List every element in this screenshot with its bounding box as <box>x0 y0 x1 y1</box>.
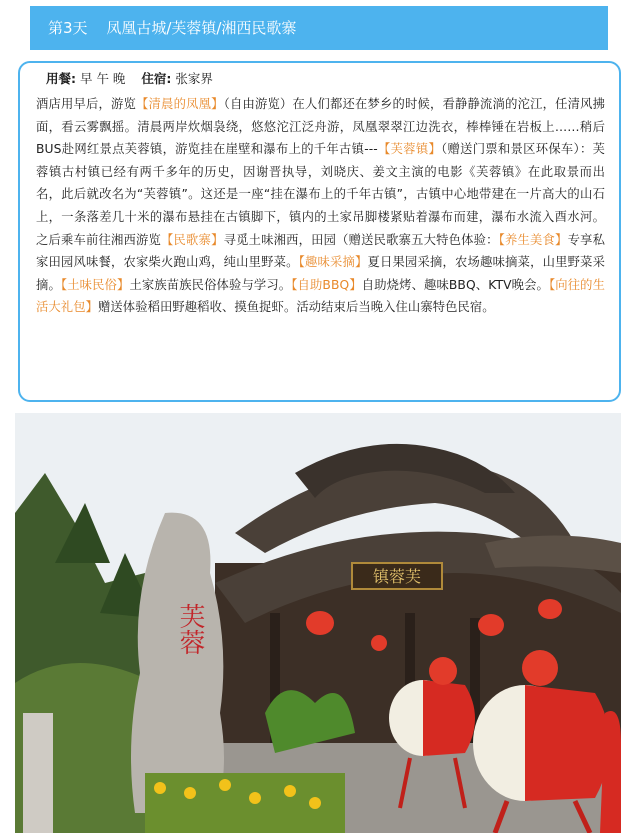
highlight-text: 【趣味采摘】 <box>298 255 368 270</box>
stay-value: 张家界 <box>175 71 213 86</box>
plaque-text: 镇蓉芙 <box>372 567 422 586</box>
itinerary-box <box>18 61 621 402</box>
itinerary-description <box>36 93 605 319</box>
body-text: 夏日果园采摘，农场趣味摘菜，山里野菜采摘。 <box>36 255 606 292</box>
photo-illustration <box>15 413 621 833</box>
body-text: 酒店用早后，游览 <box>36 97 137 111</box>
meal-value: 早 午 晚 <box>79 71 126 86</box>
highlight-text: 【土味民俗】 <box>60 277 130 292</box>
highlight-text: 【民歌寨】 <box>161 232 224 247</box>
day-route: 凤凰古城/芙蓉镇/湘西民歌寨 <box>106 19 297 37</box>
body-text: （赠送门票和景区环保车）：芙蓉镇古村镇已经有两千多年的历史，因谢晋执导，刘晓庆、姜文主演的电影《芙蓉镇》在此取景而出名，此后就改名为“芙蓉镇”。这还是一座“挂在瀑布上的千年古镇”，古镇中心地带建在一片高大的山石上，一条落差几十米的瀑布悬挂在古镇脚下，镇内的土家吊脚楼紧贴着瀑布而建，瀑布水流入酉水河。之后乘车前往湘西游览 <box>36 142 605 247</box>
body-text: 赠送体验稻田野趣稻收、摸鱼捉虾。活动结束后当晚入住山寨特色民宿。 <box>98 300 495 315</box>
highlight-text: 【自助BBQ】 <box>291 277 362 292</box>
highlight-text: 【清晨的凤凰】 <box>136 97 224 111</box>
day-header <box>30 6 608 50</box>
rock-text: 芙蓉 <box>175 603 205 655</box>
meta-line <box>46 69 605 89</box>
day-number: 第3天 <box>48 19 88 37</box>
body-text: 自助烧烤、趣味BBQ、KTV晚会。 <box>361 277 549 292</box>
body-text: 土家族苗族民俗体验与学习。 <box>129 277 292 292</box>
highlight-text: 【向往的生活大礼包】 <box>36 277 605 315</box>
body-text: 寻觅土味湘西，田园（赠送民歌寨五大特色体验： <box>223 232 499 247</box>
furong-town-photo <box>15 413 621 833</box>
body-text: 专享私家田园风味餐，农家柴火跑山鸡，纯山里野菜。 <box>36 232 605 270</box>
meal-label: 用餐: <box>46 71 76 86</box>
stay-label: 住宿: <box>141 71 172 86</box>
highlight-text: 【芙蓉镇】 <box>377 142 442 157</box>
highlight-text: 【养生美食】 <box>498 232 568 247</box>
body-text: （自由游览）在人们都还在梦乡的时候，看静静流淌的沱江，任清风拂面，看云雾飘摇。清晨两岸炊烟袅绕，悠悠沱江泛舟游，凤凰翠翠江边洗衣，棒棒锤在岩板上……稍后BUS赴网红景点芙蓉镇，游览挂在崖壁和瀑布上的千年古镇--- <box>36 97 605 157</box>
